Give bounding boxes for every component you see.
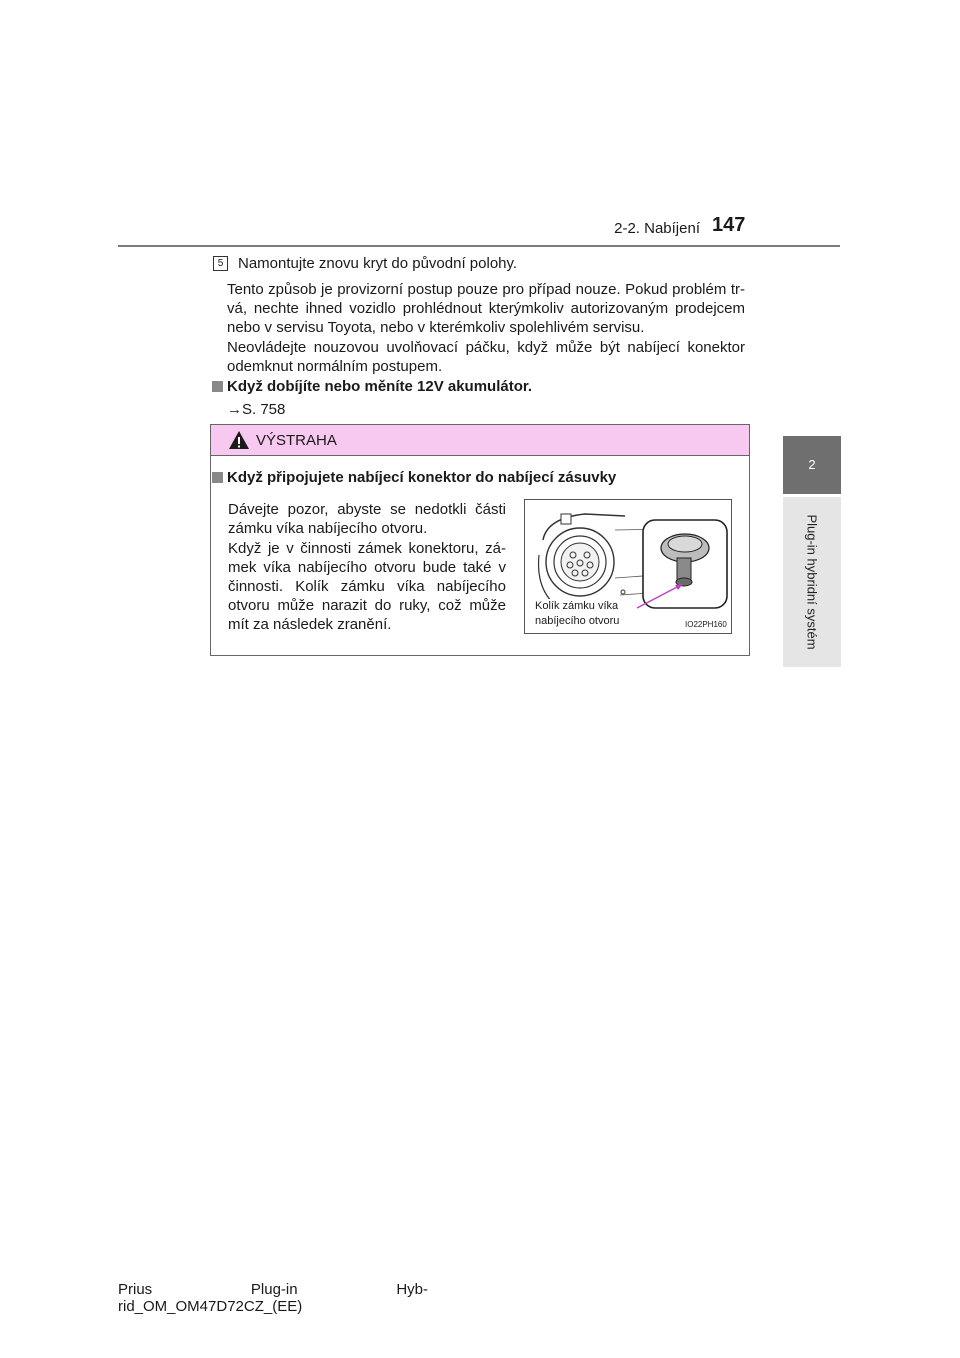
warning-subheading: Když připojujete nabíjecí konektor do nabíjecí zásuvky bbox=[227, 469, 617, 486]
figure-charging-port bbox=[524, 499, 732, 634]
figure-label-line-1: Kolík zámku víka bbox=[535, 600, 619, 612]
step-number: 5 bbox=[213, 256, 228, 271]
figure-label-line-2: nabíjecího otvoru bbox=[535, 615, 620, 627]
page-number: 147 bbox=[712, 214, 746, 236]
footer-line-2: rid_OM_OM47D72CZ_(EE) bbox=[118, 1298, 303, 1315]
section-bullet bbox=[212, 381, 223, 392]
header-rule bbox=[118, 245, 840, 247]
warning-paragraph-2: Když je v činnosti zámek konektoru, zá-mek víka nabíjecího otvoru bude také v činnosti. Kolík zámku víka nabíjecího otvoru může narazit do ruky, což může mít za následek zranění. bbox=[228, 540, 506, 633]
footer-line-1: Prius Plug-in Hyb- bbox=[118, 1281, 428, 1298]
running-header: 2-2. Nabíjení bbox=[614, 220, 700, 237]
section-heading: Když dobíjíte nebo měníte 12V akumulátor. bbox=[227, 378, 533, 395]
chapter-tab-label bbox=[801, 497, 823, 667]
warning-bullet bbox=[212, 472, 223, 483]
page-reference: →S. 758 bbox=[227, 401, 286, 418]
warning-title: VÝSTRAHA bbox=[256, 432, 337, 449]
step-paragraph-1: Tento způsob je provizorní postup pouze pro případ nouze. Pokud problém tr-vá, nechte ihned vozidlo prohlédnout kterýmkoliv autorizovaným prodejcem nebo v servisu Toyota, nebo v kterémkoliv spolehlivém servisu. bbox=[227, 281, 745, 336]
warning-paragraph-1: Dávejte pozor, abyste se nedotkli části zámku víka nabíjecího otvoru. bbox=[228, 501, 506, 537]
figure-label bbox=[535, 599, 619, 629]
chapter-tab-label-text: Plug-in hybridní systém bbox=[804, 514, 820, 650]
step-title: Namontujte znovu kryt do původní polohy. bbox=[238, 255, 518, 272]
chapter-tab-number: 2 bbox=[783, 436, 841, 494]
warning-triangle-icon bbox=[228, 430, 250, 450]
footer-document-id bbox=[118, 1281, 428, 1315]
figure-code: IO22PH160 bbox=[685, 620, 727, 629]
step-paragraph-2: Neovládejte nouzovou uvolňovací páčku, když může být nabíjecí konektor odemknut normálním postupem. bbox=[227, 339, 745, 375]
